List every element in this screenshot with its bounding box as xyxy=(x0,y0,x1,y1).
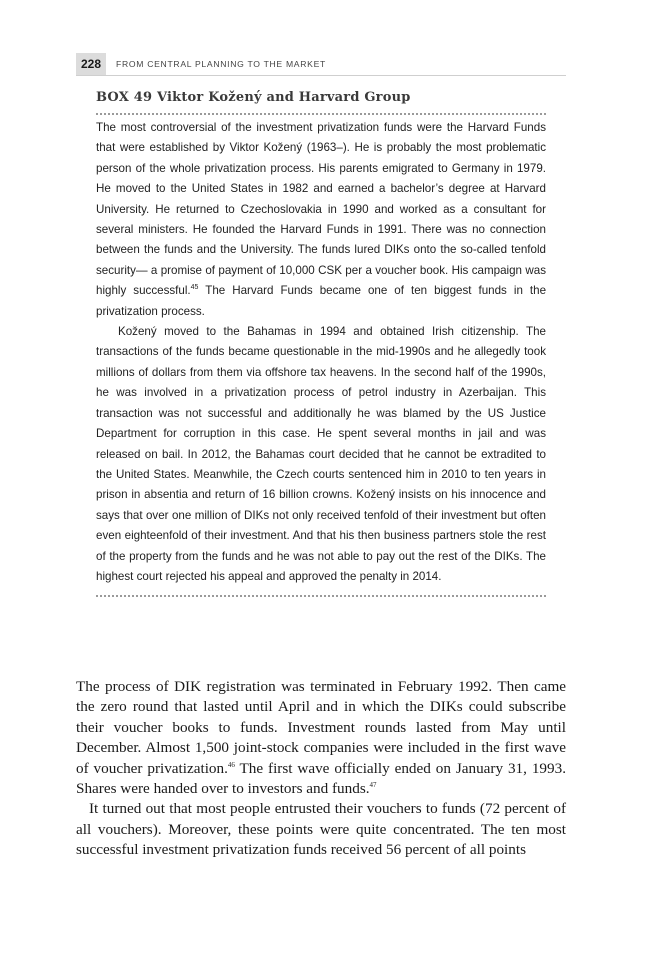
main-paragraph-1: The process of DIK registration was terminated in February 1992. Then came the zero round that lasted until April and in which the DIKs could subscribe their voucher books to funds. Investment rounds lasted from May until December. Almost 1,500 joint-stock companies were included in the first wave of voucher privatization.$^{46}$ The first wave officially ended on January 31, 1993. Shares were handed over to investors and funds.$^{47}$ xyxy=(76,678,566,798)
dotted-rule-top xyxy=(96,113,546,115)
main-paragraph-2: It turned out that most people entrusted their vouchers to funds (72 percent of all vouchers). Moreover, these points were quite concentrated. The ten most successful investment privatization funds received 56 percent of all points xyxy=(76,800,566,859)
footnote-ref[interactable]: 45 xyxy=(190,284,199,292)
running-header xyxy=(76,53,566,76)
box-body xyxy=(96,118,546,587)
sidebar-box xyxy=(96,88,546,597)
footnote-ref[interactable]: 47 xyxy=(369,780,377,789)
page-number: 228 xyxy=(76,53,106,75)
running-title: FROM CENTRAL PLANNING TO THE MARKET xyxy=(116,59,326,69)
dotted-rule-bottom xyxy=(96,595,546,597)
box-heading: BOX 49 Viktor Kožený and Harvard Group xyxy=(96,90,411,105)
box-paragraph-2: Kožený moved to the Bahamas in 1994 and obtained Irish citizenship. The transactions of the funds became questionable in the mid-1990s and he allegedly took millions of dollars from them via offshore tax heavens. In the second half of the 1990s, he was involved in a privatization process of petrol industry in Azerbaijan. This transaction was not successful and additionally he was blamed by the US Justice Department for corruption in this case. He spent several months in jail and was released on bail. In 2012, the Bahamas court decided that he cannot be extradited to the United States. Meanwhile, the Czech courts sentenced him in 2010 to ten years in prison in absentia and return of 16 billion crowns. Kožený insists on his innocence and says that over one million of DIKs not only received tenfold of their investment but often even eighteenfold of their investment. And that his then business partners stole the rest of the property from the funds and he was not able to pay out the rest of the DIKs. The highest court rejected his appeal and approved the penalty in 2014. xyxy=(96,325,546,583)
main-text xyxy=(76,677,566,861)
box-paragraph-1: The most controversial of the investment privatization funds were the Harvard Funds that were established by Viktor Kožený (1963–). He is probably the most problematic person of the whole privatization process. His parents emigrated to Germany in 1979. He moved to the United States in 1982 and earned a bachelor’s degree at Harvard University. He returned to Czechoslovakia in 1990 and worked as a consultant for several ministers. He founded the Harvard Funds in 1991. There was no connection between the funds and the University. The funds lured DIKs onto the so-called tenfold security— a promise of payment of 10,000 CSK per a voucher book. His campaign was highly successful.$^{45}$ The Harvard Funds became one of ten biggest funds in the privatization process. xyxy=(96,121,547,318)
footnote-ref[interactable]: 46 xyxy=(227,760,235,769)
